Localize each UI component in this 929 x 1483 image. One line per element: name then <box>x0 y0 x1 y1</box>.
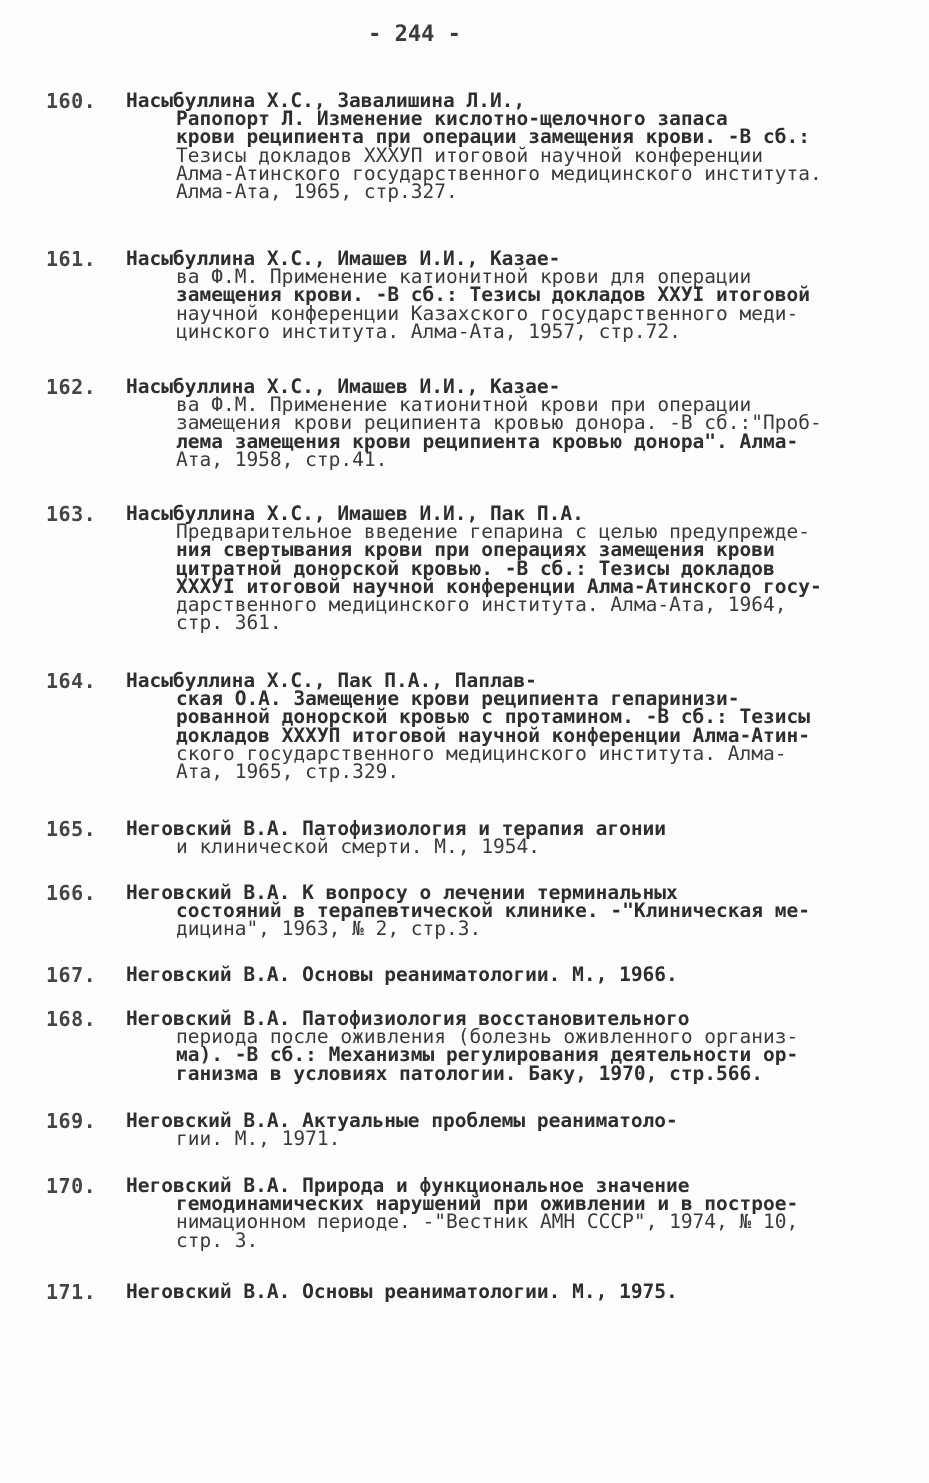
entry-number: 169. <box>46 1109 97 1133</box>
entry-number: 170. <box>46 1174 97 1198</box>
entry-text <box>126 89 886 203</box>
entry-line: Алма-Ата, 1965, стр.327. <box>176 179 458 203</box>
entry-line: Насыбуллина Х.С., Пак П.А., Паплав- <box>126 669 537 692</box>
entry-line: дицина", 1963, № 2, стр.3. <box>176 917 482 941</box>
page-number: - 244 - <box>368 22 461 47</box>
entry-line: гии. М., 1971. <box>176 1127 341 1151</box>
entry-line: Неговский В.А. Основы реаниматологии. М., 1975. <box>126 1280 678 1303</box>
entry-line: крови реципиента при операции замещения крови. -В сб.: <box>176 125 810 149</box>
entry-text <box>126 375 886 471</box>
entry-text <box>126 1280 886 1303</box>
entry-line: стр. 3. <box>176 1228 259 1252</box>
entry-text <box>126 1007 886 1085</box>
entry-line: ния свертывания крови при операциях замещения крови <box>176 538 775 562</box>
entry-text <box>126 817 886 859</box>
entry-number: 162. <box>46 375 97 399</box>
entry-line: цинского института. Алма-Ата, 1957, стр.72. <box>176 319 681 343</box>
entry-line: Неговский В.А. К вопросу о лечении терминальных <box>126 881 678 904</box>
entry-text <box>126 1174 886 1252</box>
entry-line: Рапопорт Л. Изменение кислотно-щелочного запаса <box>176 107 728 131</box>
entry-text <box>126 881 886 941</box>
entry-line: Неговский В.А. Патофизиология восстановительного <box>126 1007 690 1030</box>
entry-text <box>126 1109 886 1151</box>
entry-line: ва Ф.М. Применение катионитной крови для операции <box>176 265 752 289</box>
entry-number: 160. <box>46 89 97 113</box>
entry-line: Насыбуллина Х.С., Имашев И.И., Казае- <box>126 375 561 398</box>
entry-line: Насыбуллина Х.С., Завалишина Л.И., <box>126 89 526 112</box>
entry-number: 164. <box>46 669 97 693</box>
entry-line: ганизма в условиях патологии. Баку, 1970, стр.566. <box>176 1061 763 1085</box>
entry-line: ская О.А. Замещение крови реципиента гепаринизи- <box>176 687 740 711</box>
entry-number: 171. <box>46 1280 97 1304</box>
entry-number: 166. <box>46 881 97 905</box>
entry-line: ма). -В сб.: Механизмы регулирования деятельности ор- <box>176 1043 799 1067</box>
entry-line: Ата, 1958, стр.41. <box>176 447 388 471</box>
entry-line: периода после оживления (болезнь оживленного организ- <box>176 1025 799 1049</box>
entry-line: лема замещения крови реципиента кровью донора". Алма- <box>176 429 799 453</box>
entry-line: Предварительное введение гепарина с целью предупрежде- <box>176 520 810 544</box>
entry-line: Неговский В.А. Основы реаниматологии. М., 1966. <box>126 963 678 986</box>
entry-text <box>126 247 886 343</box>
entry-line: Неговский В.А. Патофизиология и терапия агонии <box>126 817 667 840</box>
entry-line: замещения крови реципиента кровью донора. -В сб.:"Проб- <box>176 411 822 435</box>
entry-line: Неговский В.А. Актуальные проблемы реаниматоло- <box>126 1109 678 1132</box>
entry-line: гемодинамических нарушений при оживлении и в построе- <box>176 1192 799 1216</box>
entry-line: замещения крови. -В сб.: Тезисы докладов XXУI итоговой <box>176 283 810 307</box>
entry-line: Ата, 1965, стр.329. <box>176 759 400 783</box>
entry-line: XXXУI итоговой научной конференции Алма-Атинского госу- <box>176 574 822 598</box>
entry-line: рованной донорской кровью с протамином. -В сб.: Тезисы <box>176 705 810 729</box>
entry-line: Алма-Атинского государственного медицинского института. <box>176 161 822 185</box>
entry-number: 165. <box>46 817 97 841</box>
entry-line: ского государственного медицинского института. Алма- <box>176 741 787 765</box>
entry-number: 163. <box>46 502 97 526</box>
entry-line: нимационном периоде. -"Вестник АМН СССР", 1974, № 10, <box>176 1210 799 1234</box>
entry-number: 167. <box>46 963 97 987</box>
entry-number: 168. <box>46 1007 97 1031</box>
entry-line: дарственного медицинского института. Алма-Ата, 1964, <box>176 592 787 616</box>
entry-number: 161. <box>46 247 97 271</box>
entry-text <box>126 963 886 986</box>
entry-line: цитратной донорской кровью. -В сб.: Тезисы докладов <box>176 556 775 580</box>
entry-line: состояний в терапевтической клинике. -"Клиническая ме- <box>176 899 810 923</box>
entry-line: ва Ф.М. Применение катионитной крови при операции <box>176 393 752 417</box>
entry-line: Неговский В.А. Природа и функциональное значение <box>126 1174 690 1197</box>
entry-text <box>126 502 886 635</box>
entry-line: Насыбуллина Х.С., Имашев И.И., Пак П.А. <box>126 502 584 525</box>
entry-line: Насыбуллина Х.С., Имашев И.И., Казае- <box>126 247 561 270</box>
entry-line: стр. 361. <box>176 611 282 635</box>
entry-line: и клинической смерти. М., 1954. <box>176 835 540 859</box>
entry-line: научной конференции Казахского государственного меди- <box>176 301 799 325</box>
entry-line: докладов XXXУП итоговой научной конференции Алма-Атин- <box>176 723 810 747</box>
entry-text <box>126 669 886 783</box>
entry-line: Тезисы докладов XXXУП итоговой научной конференции <box>176 143 763 167</box>
